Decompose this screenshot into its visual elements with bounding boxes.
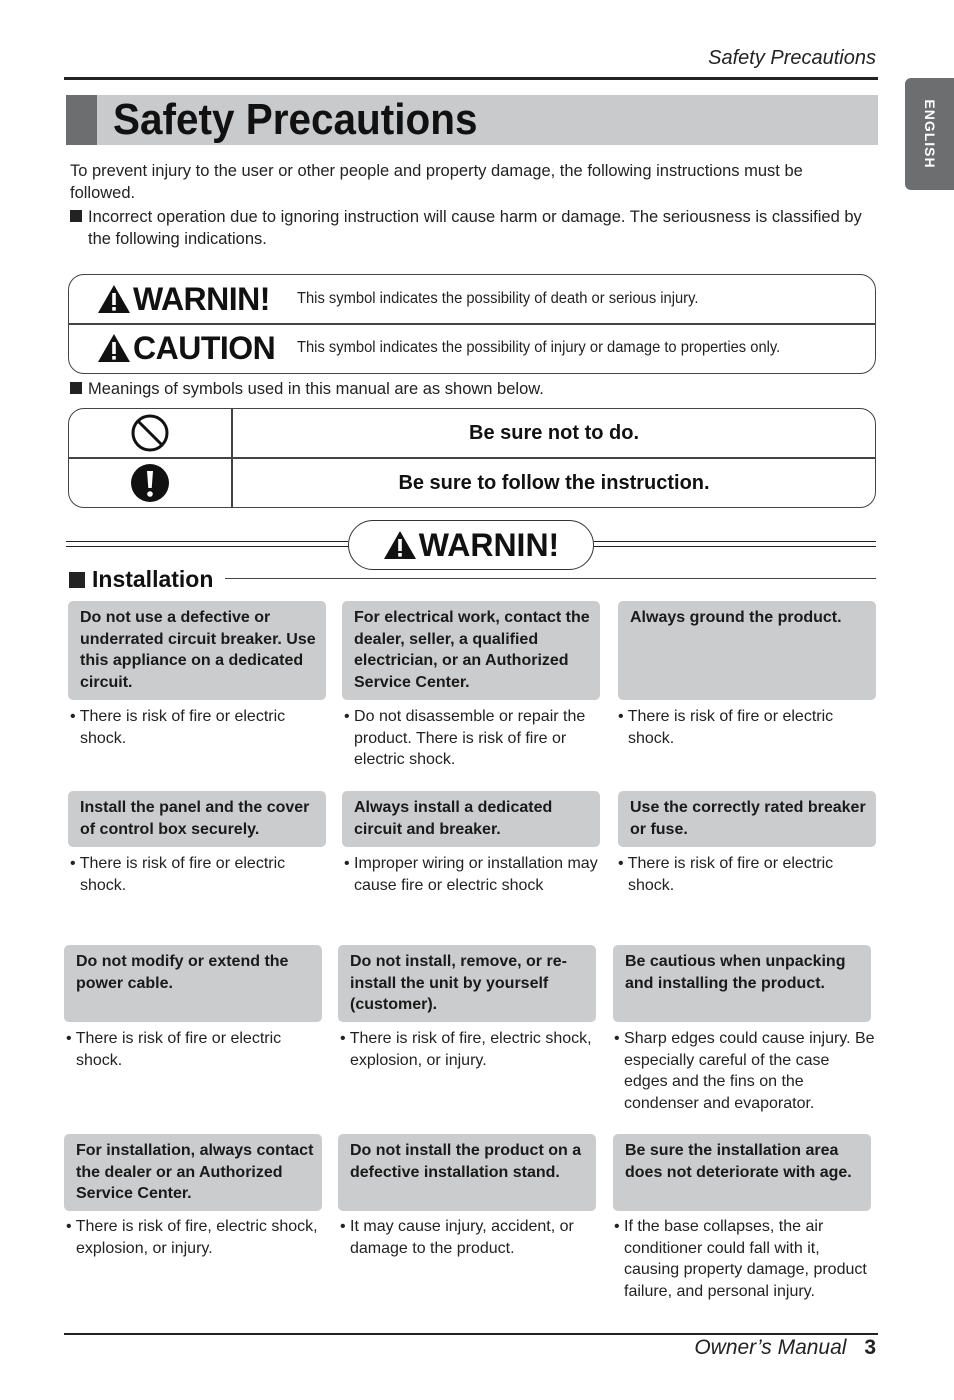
card-body: • There is risk of fire or electric shock.	[618, 708, 834, 747]
classification-text: Incorrect operation due to ignoring instruction will cause harm or damage. The seriousness is classified by the following indications.	[88, 208, 862, 248]
language-tab-label: ENGLISH	[921, 99, 938, 169]
section-rule	[225, 578, 876, 579]
caution-description: This symbol indicates the possibility of injury or damage to properties only.	[297, 339, 781, 356]
symbol-text-mandatory: Be sure to follow the instruction.	[398, 472, 710, 494]
card-body: • If the base collapses, the air conditioner could fall with it, causing property damage, product failure, and personal injury.	[614, 1218, 867, 1301]
warning-description: This symbol indicates the possibility of death or serious injury.	[297, 290, 699, 307]
section-title: Installation	[92, 566, 214, 592]
card-body: • There is risk of fire, electric shock, explosion, or injury.	[66, 1218, 318, 1257]
banner-rule-right-bottom	[594, 546, 876, 547]
page-number: 3	[864, 1336, 876, 1359]
card-body: • There is risk of fire, electric shock, explosion, or injury.	[340, 1030, 592, 1069]
card-heading: Always ground the product.	[618, 601, 876, 700]
card-body: • There is risk of fire or electric shock.	[66, 1030, 282, 1069]
caution-label	[97, 324, 275, 372]
warning-banner-text: WARNIN!	[418, 526, 560, 563]
card-body: • There is risk of fire or electric shock.	[70, 855, 286, 894]
page-title: Safety Precautions	[113, 95, 478, 144]
warning-label	[97, 275, 270, 323]
meanings-text: Meanings of symbols used in this manual are as shown below.	[88, 380, 544, 398]
card-heading: Use the correctly rated breaker or fuse.	[618, 791, 876, 847]
intro-paragraph: To prevent injury to the user or other people and property damage, the following instructions must be followed.	[70, 162, 803, 202]
prohibition-icon	[69, 409, 231, 457]
square-bullet-icon	[70, 210, 82, 222]
symbol-text-prohibited: Be sure not to do.	[469, 422, 639, 444]
card-heading: For electrical work, contact the dealer, seller, a qualified electrician, or an Authorized Service Center.	[342, 601, 600, 700]
banner-rule-left-top	[66, 541, 348, 542]
section-heading	[69, 566, 219, 593]
footer-rule	[64, 1333, 878, 1335]
header-rule	[64, 77, 878, 80]
warning-triangle-icon	[383, 530, 417, 560]
signal-row-warning	[69, 275, 875, 323]
warning-triangle-icon	[97, 284, 131, 314]
signal-word-table	[68, 274, 876, 374]
card-body: • There is risk of fire or electric shock.	[70, 708, 286, 747]
title-bar	[66, 95, 878, 145]
meanings-paragraph	[70, 378, 544, 400]
running-header: Safety Precautions	[708, 47, 876, 69]
card-heading: Be cautious when unpacking and installing the product.	[613, 945, 871, 1022]
card-heading: Do not use a defective or underrated circuit breaker. Use this appliance on a dedicated circuit.	[68, 601, 326, 700]
card-body: • Sharp edges could cause injury. Be especially careful of the case edges and the fins on the condenser and evaporator.	[614, 1030, 875, 1113]
card-heading: Be sure the installation area does not deteriorate with age.	[613, 1134, 871, 1211]
card-heading: Always install a dedicated circuit and breaker.	[342, 791, 600, 847]
warning-word: WARNIN!	[133, 280, 270, 317]
classification-paragraph	[70, 206, 870, 250]
card-body: • Improper wiring or installation may cause fire or electric shock	[344, 855, 598, 894]
language-tab	[905, 78, 954, 190]
card-heading: Do not modify or extend the power cable.	[64, 945, 322, 1022]
title-accent-block	[66, 95, 97, 145]
exclamation-icon	[69, 459, 231, 507]
square-bullet-icon	[69, 572, 85, 588]
caution-word: CAUTION	[133, 329, 276, 366]
banner-rule-left-bottom	[66, 546, 348, 547]
banner-rule-right-top	[594, 541, 876, 542]
square-bullet-icon	[70, 382, 82, 394]
warning-banner	[348, 520, 594, 570]
symbol-table	[68, 408, 876, 508]
card-body: • Do not disassemble or repair the product. There is risk of fire or electric shock.	[344, 708, 586, 769]
card-heading: For installation, always contact the dealer or an Authorized Service Center.	[64, 1134, 322, 1211]
card-body: • There is risk of fire or electric shock.	[618, 855, 834, 894]
footer	[694, 1336, 876, 1360]
card-heading: Do not install, remove, or re-install the unit by yourself (customer).	[338, 945, 596, 1022]
card-heading: Do not install the product on a defective installation stand.	[338, 1134, 596, 1211]
card-body: • It may cause injury, accident, or damage to the product.	[340, 1218, 574, 1257]
card-heading: Install the panel and the cover of control box securely.	[68, 791, 326, 847]
footer-label: Owner’s Manual	[694, 1336, 847, 1359]
signal-row-caution	[69, 324, 875, 372]
caution-triangle-icon	[97, 333, 131, 363]
